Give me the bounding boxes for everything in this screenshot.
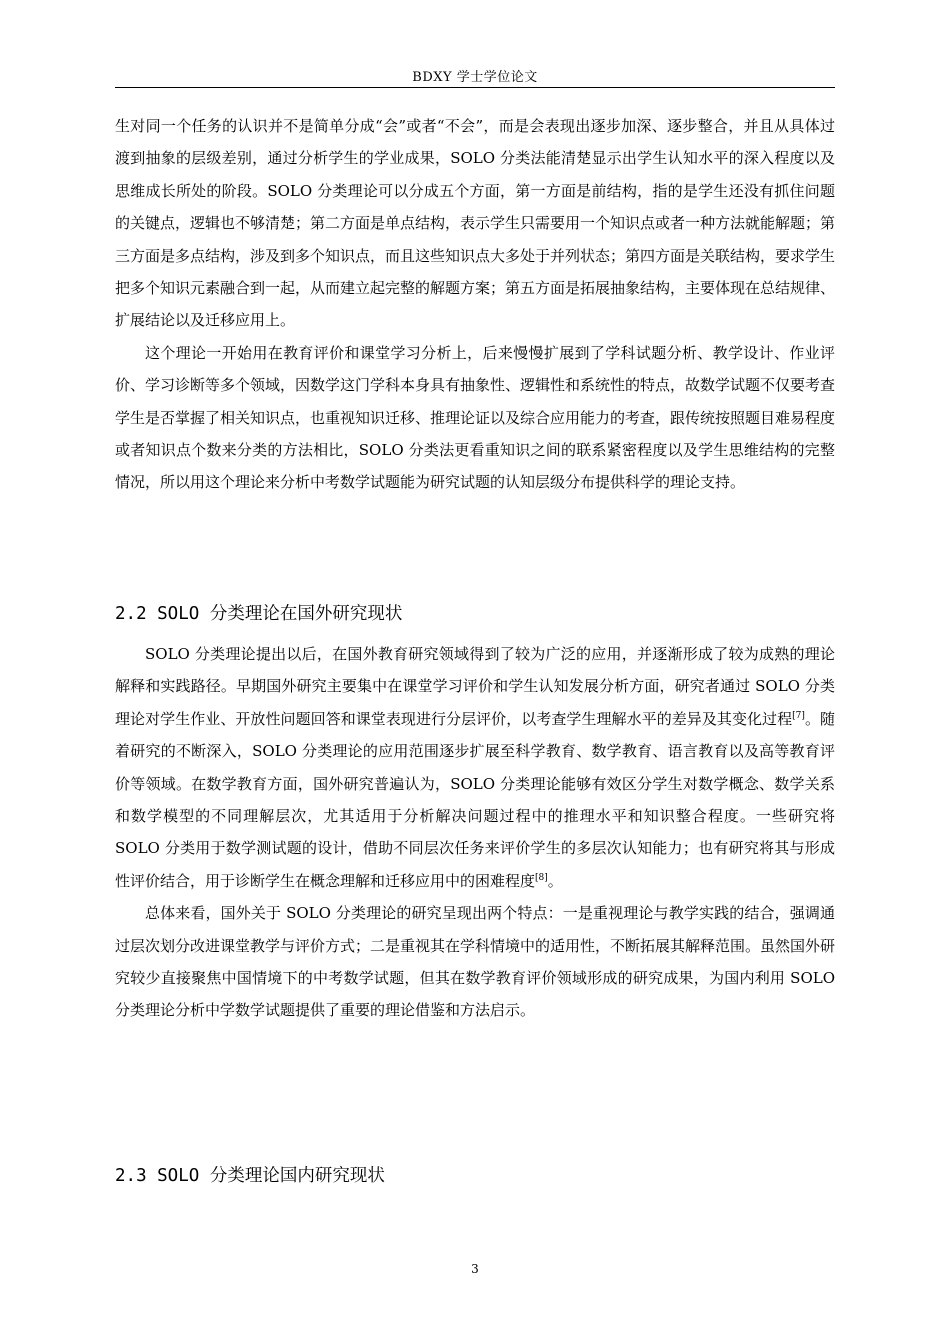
header-rule [115, 87, 835, 88]
paragraph-summary: 总体来看，国外关于 SOLO 分类理论的研究呈现出两个特点：一是重视理论与教学实践的结合，强调通过层次划分改进课堂教学与评价方式；二是重视其在学科情境中的适用性，不断拓展其解释范围。虽然国外研究较少直接聚焦中国情境下的中考数学试题，但其在数学教育评价领域形成的研究成果，为国内利用 SOLO 分类理论分析中学数学试题提供了重要的理论借鉴和方法启示。 [115, 904, 836, 1020]
paragraph-text: 。 [547, 871, 563, 890]
paragraph-foreign-research [115, 638, 835, 897]
running-header: BDXY 学士学位论文 [412, 70, 538, 85]
paragraph-theory-application: 这个理论一开始用在教育评价和课堂学习分析上，后来慢慢扩展到了学科试题分析、教学设计、作业评价、学习诊断等多个领域，因数学这门学科本身具有抽象性、逻辑性和系统性的特点，故数学试题不仅要考查学生是否掌握了相关知识点，也重视知识迁移、推理论证以及综合应用能力的考查，跟传统按照题目难易程度或者知识点个数来分类的方法相比，SOLO 分类法更看重知识之间的联系紧密程度以及学生思维结构的完整情况，所以用这个理论来分析中考数学试题能为研究试题的认知层级分布提供科学的理论支持。 [115, 343, 836, 492]
paragraph-text: SOLO 分类理论提出以后，在国外教育研究领域得到了较为广泛的应用，并逐渐形成了较为成熟的理论解释和实践路径。早期国外研究主要集中在课堂学习评价和学生认知发展分析方面，研究者通过 SOLO 分类理论对学生作业、开放性问题回答和课堂表现进行分层评价，以考查学生理解水平的差异及其变化过程 [115, 645, 835, 728]
section-2-2-body [115, 638, 835, 1027]
paragraph-text: 。随着研究的不断深入，SOLO 分类理论的应用范围逐步扩展至科学教育、数学教育、语言教育以及高等教育评价等领域。在数学教育方面，国外研究普遍认为，SOLO 分类理论能够有效区分学生对数学概念、数学关系和数学模型的不同理解层次，尤其适用于分析解决问题过程中的推理水平和知识整合程度。一些研究将 SOLO 分类用于数学测试题的设计，借助不同层次任务来评价学生的多层次认知能力；也有研究将其与形成性评价结合，用于诊断学生在概念理解和迁移应用中的困难程度 [115, 709, 835, 890]
paragraph-continued: 生对同一个任务的认识并不是简单分成“会”或者“不会”，而是会表现出逐步加深、逐步整合，并且从具体过渡到抽象的层级差别，通过分析学生的学业成果，SOLO 分类法能清楚显示出学生认知水平的深入程度以及思维成长所处的阶段。SOLO 分类理论可以分成五个方面，第一方面是前结构，指的是学生还没有抓住问题的关键点，逻辑也不够清楚；第二方面是单点结构，表示学生只需要用一个知识点或者一种方法就能解题；第三方面是多点结构，涉及到多个知识点，而且这些知识点大多处于并列状态；第四方面是关联结构，要求学生把多个知识元素融合到一起，从而建立起完整的解题方案；第五方面是拓展抽象结构，主要体现在总结规律、扩展结论以及迁移应用上。 [115, 117, 836, 330]
section-heading-2-2: 2.2 SOLO 分类理论在国外研究现状 [115, 604, 403, 624]
citation-8: [8] [535, 872, 548, 883]
page-number: 3 [471, 1262, 479, 1276]
intro-body [115, 110, 835, 499]
section-heading-2-3: 2.3 SOLO 分类理论国内研究现状 [115, 1166, 385, 1186]
citation-7: [7] [792, 710, 805, 721]
